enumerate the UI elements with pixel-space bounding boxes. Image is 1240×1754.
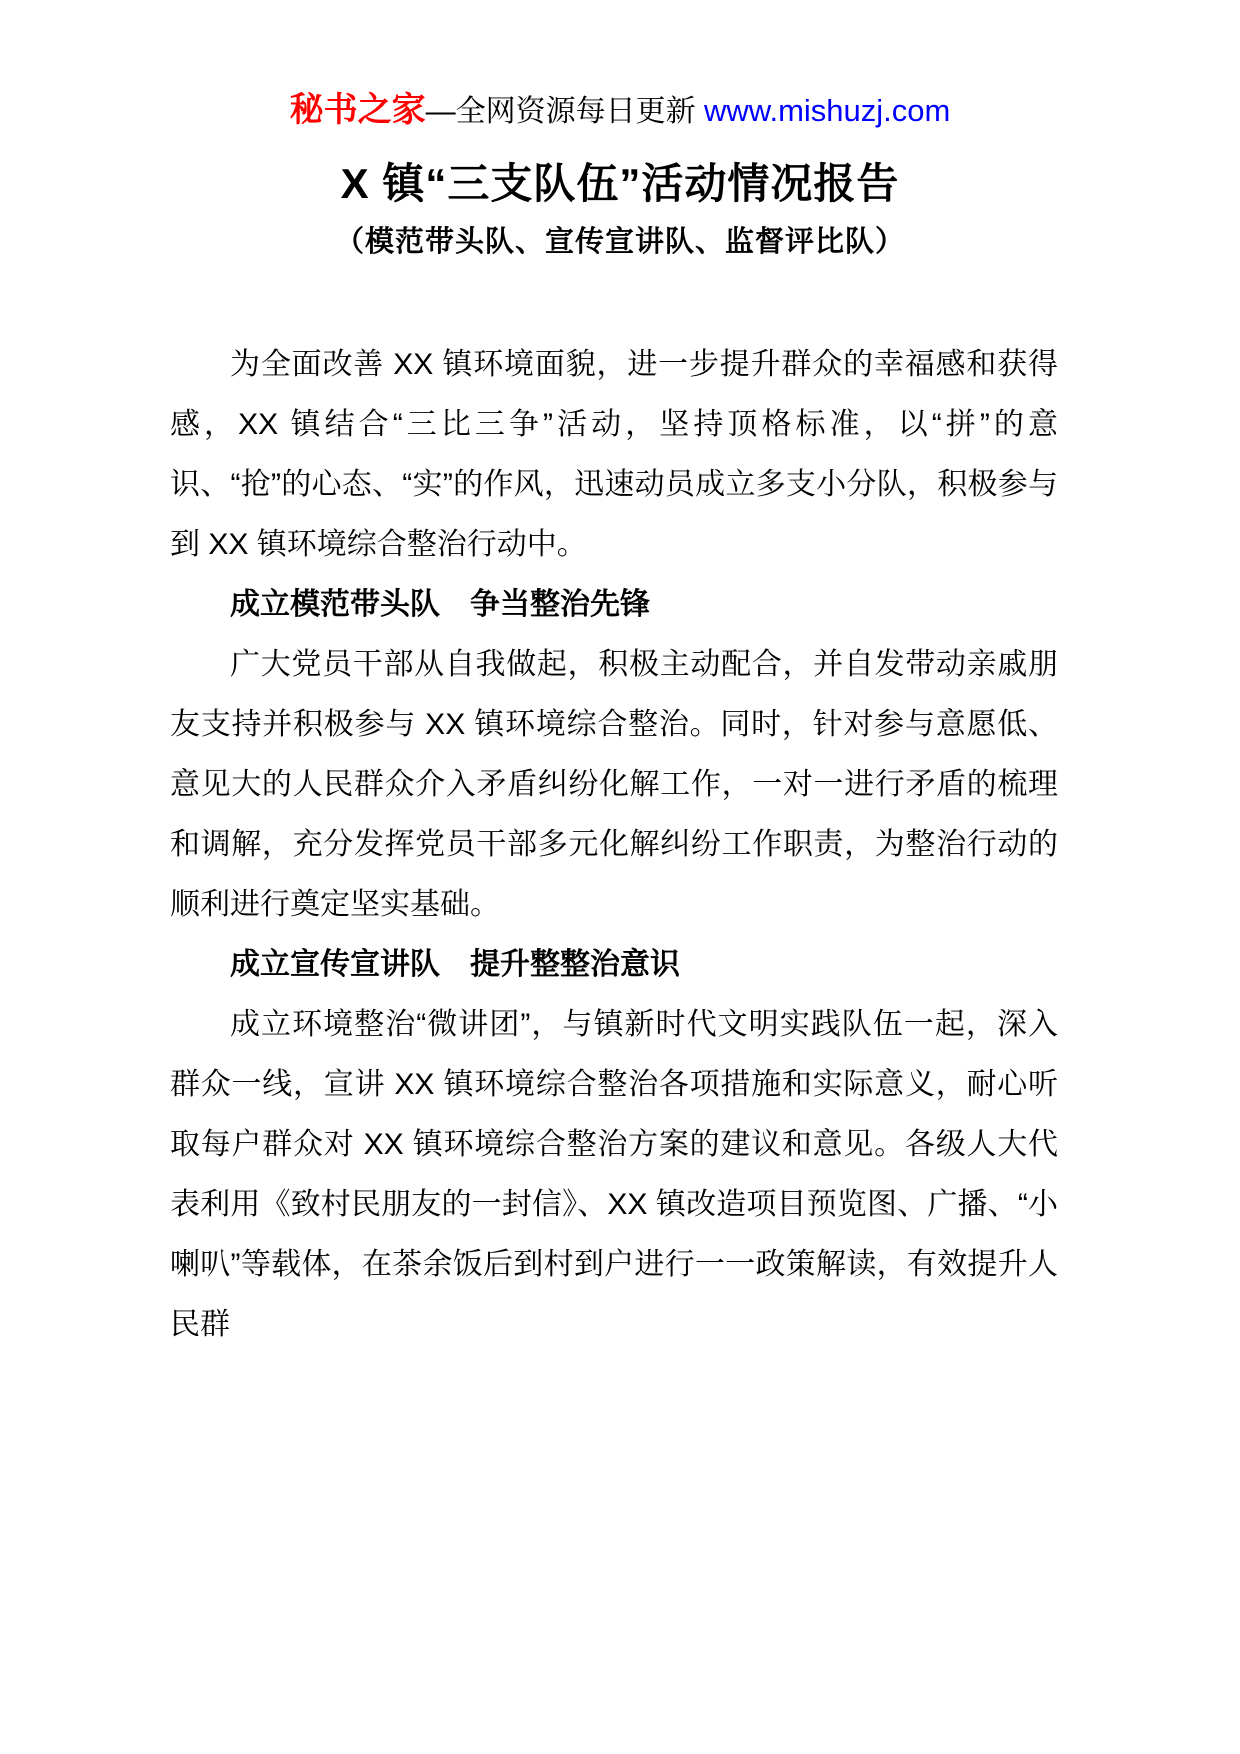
page-header xyxy=(0,0,1240,137)
tagline-text: —全网资源每日更新 xyxy=(425,95,704,128)
site-url-link[interactable]: www.mishuzj.com xyxy=(704,93,951,128)
section-heading: 成立模范带头队 争当整治先锋 xyxy=(230,588,650,621)
document-subtitle: （模范带头队、宣传宣讲队、监督评比队） xyxy=(334,226,905,258)
document-body xyxy=(170,335,1058,1355)
body-paragraph: 为全面改善 XX 镇环境面貌，进一步提升群众的幸福感和获得感，XX 镇结合“三比三争”活动，坚持顶格标准，以“拼”的意识、“抢”的心态、“实”的作风，迅速动员成立多支小分队，积极参与到 XX 镇环境综合整治行动中。 xyxy=(170,348,1058,561)
section-heading: 成立宣传宣讲队 提升整整治意识 xyxy=(230,948,680,981)
body-paragraph: 广大党员干部从自我做起，积极主动配合，并自发带动亲戚朋友支持并积极参与 XX 镇环境综合整治。同时，针对参与意愿低、意见大的人民群众介入矛盾纠纷化解工作，一对一进行矛盾的梳理和调解，充分发挥党员干部多元化解纠纷工作职责，为整治行动的顺利进行奠定坚实基础。 xyxy=(170,648,1058,921)
document-title: X 镇“三支队伍”活动情况报告 xyxy=(340,160,900,207)
body-paragraph: 成立环境整治“微讲团”，与镇新时代文明实践队伍一起，深入群众一线，宣讲 XX 镇环境综合整治各项措施和实际意义，耐心听取每户群众对 XX 镇环境综合整治方案的建议和意见。各级人大代表利用《致村民朋友的一封信》、XX 镇改造项目预览图、广播、“小喇叭”等载体，在茶余饭后到村到户进行一一政策解读，有效提升人民群 xyxy=(170,1008,1058,1341)
brand-text: 秘书之家 xyxy=(289,91,426,129)
